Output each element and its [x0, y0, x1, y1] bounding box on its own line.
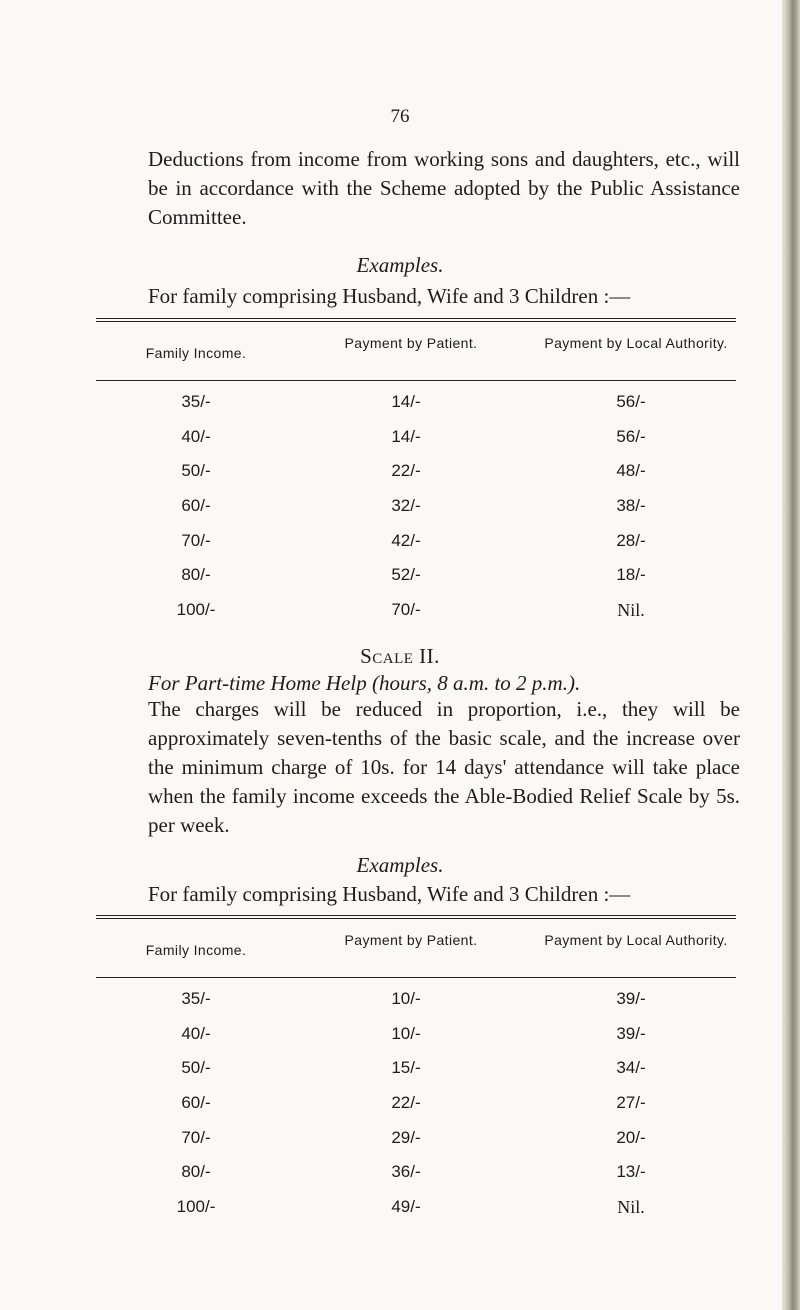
cell-family-income: 100/-	[176, 1197, 216, 1217]
header-payment-by-local-authority: Payment by Local Authority.	[544, 932, 728, 948]
header-family-income: Family Income.	[145, 942, 247, 958]
table-row	[96, 981, 736, 1016]
table-body	[96, 384, 736, 627]
table-header	[96, 919, 736, 977]
cell-payment-patient: 22/-	[391, 461, 421, 481]
cell-payment-patient: 49/-	[391, 1197, 421, 1217]
cell-family-income: 70/-	[181, 1127, 211, 1147]
table-body	[96, 981, 736, 1224]
cell-payment-authority: 56/-	[616, 392, 646, 411]
cell-family-income: 60/-	[181, 496, 211, 516]
cell-payment-authority: 18/-	[616, 565, 646, 585]
cell-family-income: 60/-	[181, 1093, 211, 1113]
table-row	[96, 1154, 736, 1189]
cell-family-income: 35/-	[181, 392, 211, 411]
table-header-rule	[96, 380, 736, 381]
table-row	[96, 1050, 736, 1085]
table-row	[96, 488, 736, 523]
cell-payment-authority: Nil.	[617, 600, 645, 621]
table-row	[96, 1189, 736, 1224]
cell-payment-authority: Nil.	[617, 1197, 645, 1218]
cell-family-income: 40/-	[181, 426, 211, 446]
cell-payment-authority: 27/-	[616, 1093, 646, 1113]
examples-label-2: Examples.	[356, 853, 444, 877]
table-row	[96, 453, 736, 488]
header-payment-by-patient: Payment by Patient.	[344, 932, 478, 948]
payment-table-1	[96, 318, 736, 627]
cell-payment-patient: 42/-	[391, 530, 421, 550]
table-row	[96, 1085, 736, 1120]
cell-payment-patient: 22/-	[391, 1093, 421, 1113]
scale-paragraph: The charges will be reduced in proportion, i.e., they will be approximately seven-tenths of the basic scale, and the increase over the minimum charge of 10s. for 14 days' attendance will take place when the family income exceeds the Able-Bodied Relief Scale by 5s. per week.	[148, 697, 740, 837]
cell-payment-authority: 48/-	[616, 461, 646, 481]
cell-family-income: 40/-	[181, 1023, 211, 1043]
cell-payment-patient: 29/-	[391, 1127, 421, 1147]
cell-payment-authority: 39/-	[616, 1023, 646, 1043]
scale-subheading: For Part-time Home Help (hours, 8 a.m. to 2 p.m.).	[148, 671, 581, 695]
examples-label-1: Examples.	[356, 253, 444, 277]
cell-family-income: 80/-	[181, 1162, 211, 1182]
cell-payment-authority: 20/-	[616, 1127, 646, 1147]
header-family-income: Family Income.	[145, 345, 247, 361]
table-row	[96, 592, 736, 627]
cell-payment-patient: 70/-	[391, 600, 421, 620]
page-number: 76	[390, 106, 410, 127]
cell-payment-authority: 13/-	[616, 1162, 646, 1182]
table-header	[96, 322, 736, 380]
table-row	[96, 523, 736, 558]
table-header-rule	[96, 977, 736, 978]
cell-family-income: 80/-	[181, 565, 211, 585]
cell-payment-patient: 14/-	[391, 392, 421, 411]
cell-payment-authority: 34/-	[616, 1058, 646, 1078]
table-row	[96, 1016, 736, 1051]
cell-family-income: 100/-	[176, 600, 216, 620]
payment-table-2	[96, 915, 736, 1224]
cell-family-income: 50/-	[181, 461, 211, 481]
cell-payment-authority: 39/-	[616, 989, 646, 1008]
table-row	[96, 419, 736, 454]
cell-payment-patient: 10/-	[391, 989, 421, 1008]
cell-payment-authority: 38/-	[616, 496, 646, 516]
header-payment-by-local-authority: Payment by Local Authority.	[544, 335, 728, 351]
cell-payment-patient: 10/-	[391, 1023, 421, 1043]
cell-payment-patient: 52/-	[391, 565, 421, 585]
scale-heading: Scale II.	[360, 644, 440, 668]
cell-payment-patient: 14/-	[391, 426, 421, 446]
cell-family-income: 35/-	[181, 989, 211, 1008]
table1-caption: For family comprising Husband, Wife and 3 Children :—	[148, 284, 631, 308]
table-row	[96, 1120, 736, 1155]
cell-family-income: 70/-	[181, 530, 211, 550]
header-payment-by-patient: Payment by Patient.	[344, 335, 478, 351]
table-row	[96, 384, 736, 419]
cell-payment-patient: 32/-	[391, 496, 421, 516]
intro-paragraph: Deductions from income from working sons and daughters, etc., will be in accordance with the Scheme adopted by the Public Assistance Committee.	[148, 147, 740, 229]
table2-caption: For family comprising Husband, Wife and 3 Children :—	[148, 882, 631, 906]
cell-payment-authority: 56/-	[616, 426, 646, 446]
cell-payment-patient: 15/-	[391, 1058, 421, 1078]
table-row	[96, 557, 736, 592]
cell-payment-patient: 36/-	[391, 1162, 421, 1182]
cell-family-income: 50/-	[181, 1058, 211, 1078]
cell-payment-authority: 28/-	[616, 530, 646, 550]
